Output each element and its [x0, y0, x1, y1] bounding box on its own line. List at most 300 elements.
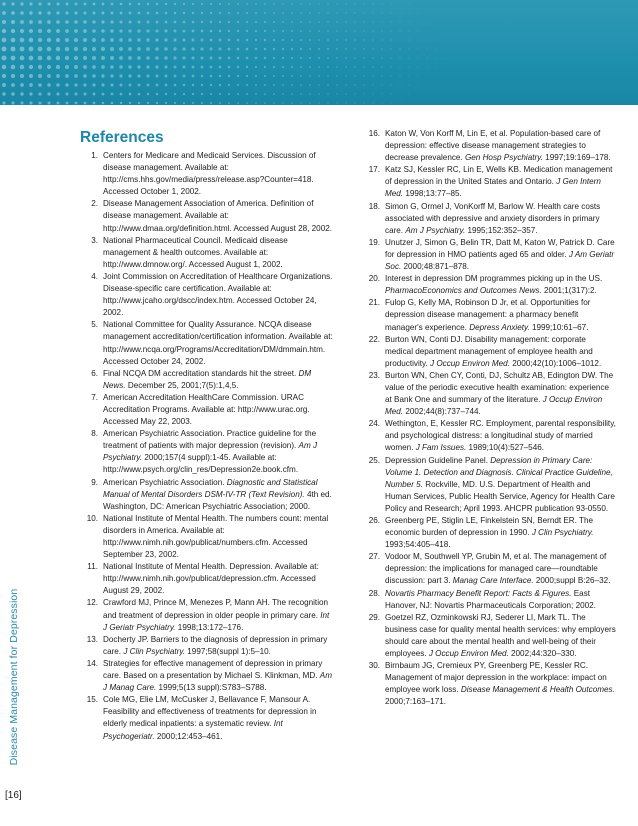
banner-dot — [29, 29, 33, 33]
banner-dot — [102, 3, 105, 6]
banner-dot — [336, 3, 337, 4]
banner-dot — [111, 12, 114, 15]
banner-dot — [291, 57, 293, 59]
banner-dot — [219, 84, 221, 86]
banner-dot — [228, 57, 231, 60]
banner-dot — [336, 21, 337, 22]
banner-dot — [309, 66, 311, 68]
banner-dot — [228, 12, 230, 14]
reference-source-italic: Int J Geriatr Psychiatry. — [103, 610, 330, 632]
banner-dot — [155, 29, 158, 32]
banner-dot — [210, 66, 213, 69]
banner-dot — [29, 56, 34, 61]
banner-dot — [120, 12, 123, 15]
page-number: [16] — [5, 790, 22, 801]
banner-dot — [237, 57, 240, 60]
banner-dot — [74, 11, 77, 14]
banner-dot — [436, 40, 437, 41]
reference-text-main: Final NCQA DM accreditation standards hit the street. — [103, 368, 299, 378]
banner-dot — [282, 102, 283, 103]
banner-dot — [165, 21, 168, 24]
reference-number: 21. — [368, 298, 380, 308]
banner-dot — [363, 48, 365, 50]
reference-text — [385, 335, 601, 368]
banner-dot — [228, 39, 231, 42]
banner-dot — [173, 38, 176, 41]
banner-dot — [399, 30, 400, 31]
banner-dot — [264, 39, 266, 41]
reference-number: 13. — [86, 634, 98, 644]
banner-dot — [65, 74, 69, 78]
banner-dot — [354, 75, 355, 76]
reference-number: 28. — [368, 588, 380, 598]
reference-text-tail: 1995;152:352–357. — [465, 225, 538, 235]
reference-source-italic: Gen Hosp Psychiatry. — [464, 153, 543, 163]
banner-dot — [138, 93, 141, 96]
reference-number: 4. — [91, 271, 98, 281]
banner-dot — [210, 21, 212, 23]
banner-dot — [264, 102, 266, 104]
banner-dot — [183, 84, 186, 87]
reference-number: 6. — [91, 368, 98, 378]
banner-dot — [255, 102, 257, 104]
banner-dot — [119, 47, 123, 51]
banner-dot — [381, 21, 382, 22]
banner-dot — [183, 102, 185, 104]
banner-dot — [255, 3, 257, 5]
banner-dot — [246, 39, 248, 41]
banner-dot — [418, 31, 419, 32]
reference-text-main: Greenberg PE, Stiglin LE, Finkelstein SN, Berndt ER. The economic burden of depression in 1990. — [385, 516, 594, 538]
banner-dot — [146, 65, 149, 68]
banner-dot — [192, 102, 194, 104]
reference-text-main: Wethington, E, Kessler RC. Employment, parental responsibility, and psychological distress: a longitudinal study of married women. — [385, 419, 616, 453]
banner-dot — [390, 57, 391, 58]
reference-text-main: Strategies for effective management of depression in primary care. Based on a presentation by Michael S. Klinkman, MD. — [103, 658, 323, 681]
banner-dot — [246, 48, 249, 51]
banner-dot — [436, 31, 437, 32]
banner-dot — [93, 93, 96, 96]
reference-number: 17. — [368, 165, 380, 175]
banner-dot — [83, 65, 87, 69]
banner-dot — [408, 57, 409, 58]
banner-dot — [38, 20, 42, 24]
reference-text — [103, 272, 332, 317]
reference-text-tail: 2000;48:871–878. — [401, 262, 470, 272]
reference-item — [358, 297, 616, 333]
banner-dot — [146, 56, 150, 60]
banner-dot — [255, 66, 257, 68]
reference-text — [103, 598, 329, 631]
banner-dot — [427, 49, 428, 50]
banner-dot — [219, 57, 222, 60]
banner-dot — [427, 22, 428, 23]
banner-dot — [29, 11, 32, 14]
banner-dot — [381, 30, 382, 31]
banner-dot — [201, 93, 203, 95]
banner-dot — [164, 65, 167, 68]
banner-dot — [345, 75, 346, 76]
banner-dot — [327, 30, 329, 32]
banner-dot — [300, 3, 301, 4]
banner-dot — [182, 47, 185, 50]
banner-dot — [300, 39, 302, 41]
banner-dot — [219, 66, 222, 69]
banner-dot — [47, 2, 50, 5]
banner-dot — [273, 57, 275, 59]
banner-dot — [111, 102, 114, 105]
banner-dot — [364, 4, 365, 5]
banner-dot — [2, 74, 6, 78]
banner-dot — [38, 83, 42, 87]
banner-dot — [373, 4, 374, 5]
reference-text-tail: 1989;10(4):527–546. — [466, 443, 545, 453]
reference-text-main: Centers for Medicare and Medicaid Services. Discussion of disease management. Available at: http://cms.hhs.gov/media/press/release.asp?Counter=418. Accessed October 1, 2002. — [103, 151, 316, 197]
banner-dot — [147, 3, 149, 5]
banner-dot — [191, 47, 194, 50]
banner-dot — [56, 56, 60, 60]
reference-text — [385, 419, 616, 452]
banner-dot — [74, 47, 78, 51]
banner-dot — [74, 92, 77, 95]
banner-dot — [391, 85, 392, 86]
reference-source-italic: J Fam Issues. — [415, 443, 467, 453]
banner-dot — [318, 48, 320, 50]
reference-text-main: Disease Management Association of America. Definition of disease management. Available at: http://www.dmaa.org/definition.html. Accessed August 28, 2002. — [103, 199, 332, 233]
reference-text-tail: 2000;suppl B:26–32. — [533, 576, 611, 586]
banner-dot — [264, 48, 267, 51]
banner-dot — [327, 48, 329, 50]
reference-text-tail: 2002;44:320–330. — [508, 649, 577, 659]
banner-dot — [300, 84, 302, 86]
banner-dot — [381, 57, 382, 58]
banner-dot — [47, 56, 52, 61]
banner-dot — [156, 21, 159, 24]
banner-dot — [354, 102, 355, 103]
banner-dot — [74, 38, 78, 42]
reference-item — [76, 319, 334, 367]
reference-item — [76, 271, 334, 319]
reference-item — [76, 477, 334, 513]
banner-dot — [119, 20, 122, 23]
banner-dot — [309, 84, 311, 86]
banner-dot — [2, 83, 6, 87]
banner-dot — [201, 75, 204, 78]
banner-dot — [354, 3, 355, 4]
banner-dot — [65, 11, 68, 14]
banner-dot — [363, 93, 364, 94]
reference-item — [358, 515, 616, 551]
banner-dot — [146, 74, 149, 77]
reference-text-main: Simon G, Ormel J, VonKorff M, Barlow W. Health care costs associated with depressive and anxiety disorders in primary care. — [385, 201, 601, 235]
reference-text-tail: 1997;19:169–178. — [542, 153, 611, 163]
banner-dot — [363, 30, 364, 31]
banner-dot — [273, 93, 275, 95]
banner-dot — [246, 12, 248, 14]
banner-dot — [264, 21, 266, 23]
banner-dot — [264, 93, 266, 95]
banner-dot — [83, 56, 87, 60]
banner-dot — [128, 65, 131, 68]
banner-dot — [129, 84, 132, 87]
reference-source-italic: Am J Psychiatry. — [405, 225, 466, 235]
banner-dot — [119, 65, 123, 69]
banner-dot — [147, 93, 150, 96]
banner-dot — [146, 47, 150, 51]
banner-dot — [29, 83, 33, 87]
reference-text — [385, 202, 600, 235]
banner-dot — [83, 47, 87, 51]
banner-dot — [183, 75, 186, 78]
banner-dot — [318, 57, 320, 59]
banner-dot — [237, 21, 239, 23]
banner-dot — [300, 66, 302, 68]
banner-dot — [128, 74, 131, 77]
banner-dot — [65, 47, 69, 51]
reference-number: 15. — [86, 695, 98, 705]
banner-dot — [327, 12, 328, 13]
banner-dot — [29, 47, 34, 52]
banner-dot — [38, 65, 42, 69]
banner-dot — [120, 84, 123, 87]
banner-dot — [20, 65, 24, 69]
banner-dot — [20, 56, 25, 61]
reference-text — [385, 589, 596, 610]
banner-dot — [201, 3, 203, 5]
banner-dot — [210, 39, 213, 42]
banner-dot — [408, 48, 409, 49]
banner-dot — [2, 92, 6, 96]
banner-dot — [101, 56, 105, 60]
banner-dot — [183, 30, 186, 33]
reference-number: 23. — [368, 370, 380, 380]
banner-dot — [83, 11, 86, 14]
banner-dot — [354, 12, 355, 13]
banner-dot — [219, 12, 221, 14]
reference-item — [358, 164, 616, 200]
banner-dot — [399, 57, 400, 58]
reference-number: 9. — [91, 477, 98, 487]
banner-dot — [264, 84, 266, 86]
banner-dot — [83, 20, 86, 23]
banner-dot — [20, 92, 23, 95]
reference-text-main: American Psychiatric Association. Practice guideline for the treatment of patients with major depression (revision). — [103, 429, 317, 451]
reference-number: 14. — [86, 658, 98, 668]
banner-dot — [291, 93, 293, 95]
reference-item — [76, 428, 334, 476]
banner-dot — [345, 93, 346, 94]
banner-dot — [345, 21, 346, 22]
banner-dot — [56, 29, 60, 33]
dot-pattern-decoration — [0, 0, 638, 105]
banner-dot — [381, 84, 382, 85]
banner-dot — [210, 84, 212, 86]
banner-dot — [363, 57, 364, 58]
banner-dot — [264, 3, 266, 5]
reference-item — [76, 513, 334, 561]
banner-dot — [400, 103, 401, 104]
reference-item — [358, 551, 616, 587]
banner-dot — [20, 38, 25, 43]
banner-dot — [228, 3, 230, 5]
banner-dot — [381, 66, 382, 67]
banner-dot — [165, 102, 167, 104]
banner-dot — [138, 3, 140, 5]
banner-dot — [183, 93, 185, 95]
banner-dot — [138, 102, 140, 104]
reference-text — [385, 613, 616, 658]
banner-dot — [83, 38, 87, 42]
banner-dot — [381, 39, 382, 40]
banner-dot — [409, 13, 410, 14]
reference-source-italic: J Gen Intern Med. — [385, 177, 601, 199]
banner-dot — [327, 39, 329, 41]
banner-dot — [137, 47, 141, 51]
banner-dot — [200, 47, 203, 50]
banner-dot — [246, 57, 249, 60]
banner-dot — [101, 29, 105, 33]
banner-dot — [255, 84, 257, 86]
reference-source-italic: J Occup Environ Med. — [428, 649, 509, 659]
banner-dot — [20, 20, 24, 24]
banner-dot — [418, 67, 419, 68]
banner-dot — [354, 39, 356, 41]
banner-dot — [192, 39, 195, 42]
banner-dot — [128, 38, 132, 42]
banner-dot — [48, 102, 51, 105]
reference-source-italic: Am J Psychiatry. — [103, 441, 318, 463]
banner-dot — [65, 65, 69, 69]
banner-dot — [2, 56, 7, 61]
banner-dot — [354, 93, 355, 94]
banner-dot — [237, 3, 239, 5]
banner-dot — [336, 66, 338, 68]
banner-dot — [137, 56, 141, 60]
banner-dot — [137, 38, 140, 41]
banner-dot — [38, 47, 43, 52]
banner-dot — [327, 93, 328, 94]
banner-dot — [164, 56, 167, 59]
reference-source-italic: Disease Management & Health Outcomes. — [460, 685, 615, 695]
banner-dot — [174, 102, 176, 104]
reference-text-main: National Institute of Mental Health. The numbers count: mental disorders in America. Available at: http://www.nimh.nih.gov/publicat/numbers.cfm. Accessed September 23, 2002. — [103, 513, 329, 560]
reference-text-tail: 1999;10:61–67. — [529, 322, 589, 332]
banner-dot — [409, 76, 410, 77]
reference-text-main: Katon W, Von Korff M, Lin E, et al. Population-based care of depression: effective disease management strategies to decrease prevalence. — [385, 129, 601, 163]
reference-source-italic: J Occup Environ Med. — [430, 358, 510, 368]
banner-dot — [273, 12, 275, 14]
banner-dot — [209, 47, 212, 50]
banner-dot — [20, 74, 24, 78]
banner-dot — [92, 29, 96, 33]
banner-dot — [128, 29, 131, 32]
banner-dot — [309, 48, 311, 50]
reference-text — [385, 456, 615, 513]
banner-dot — [129, 3, 132, 6]
banner-dot — [336, 39, 338, 41]
banner-dot — [210, 93, 212, 95]
reference-number: 5. — [91, 320, 98, 330]
banner-dot — [75, 102, 78, 105]
banner-dot — [273, 30, 275, 32]
banner-dot — [128, 56, 132, 60]
banner-dot — [11, 29, 15, 33]
banner-dot — [11, 74, 15, 78]
banner-dot — [137, 29, 140, 32]
reference-text-main: Joint Commission on Accreditation of Healthcare Organizations. Disease-specific care certification. Available at: http://www.jcaho.org/dscc/index.htm. Accessed October 24, 2002. — [103, 271, 333, 318]
reference-text-tail: 2000;7:163–171. — [385, 697, 446, 707]
banner-dot — [219, 30, 222, 33]
banner-dot — [309, 39, 311, 41]
reference-text — [103, 635, 327, 656]
banner-dot — [20, 47, 25, 52]
banner-dot — [372, 75, 373, 76]
banner-dot — [300, 93, 302, 95]
banner-dot — [156, 12, 159, 15]
banner-dot — [2, 20, 6, 24]
banner-dot — [29, 101, 32, 104]
banner-dot — [57, 102, 60, 105]
banner-dot — [173, 65, 176, 68]
banner-dot — [309, 12, 310, 13]
reference-text-main: Fulop G, Kelly MA, Robinson D Jr, et al. Opportunities for depression disease management: a pharmacy benefit manager's experience. — [385, 298, 591, 332]
banner-dot — [327, 66, 329, 68]
reference-number: 24. — [368, 419, 380, 429]
banner-dot — [228, 102, 230, 104]
reference-number: 7. — [91, 392, 98, 402]
banner-dot — [219, 3, 221, 5]
banner-dot — [300, 12, 302, 14]
banner-dot — [11, 56, 16, 61]
reference-item — [358, 128, 616, 164]
reference-text — [385, 552, 610, 585]
reference-source-italic: Depression in Primary Care: Volume 1. Detection and Diagnosis. Clinical Practice Guideline, Number 5. — [385, 455, 613, 489]
banner-dot — [39, 102, 42, 105]
banner-dot — [345, 66, 347, 68]
banner-dot — [237, 66, 240, 69]
banner-dot — [237, 93, 239, 95]
reference-text-tail: 1999;5(13 suppl):S783–S788. — [156, 683, 267, 693]
reference-item — [358, 334, 616, 370]
banner-dot — [192, 93, 194, 95]
reference-text-tail: 2001;1(317):2. — [541, 286, 597, 296]
banner-dot — [390, 30, 391, 31]
banner-dot — [408, 39, 409, 40]
banner-dot — [174, 93, 176, 95]
banner-dot — [345, 30, 346, 31]
banner-dot — [119, 56, 123, 60]
reference-item — [76, 694, 334, 742]
reference-text-main: Vodoor M, Southwell YP, Grubin M, et al. The management of depression: the implications for managed care—roundtable discussion: part 3. — [385, 552, 607, 586]
banner-dot — [84, 93, 87, 96]
reference-text-main: National Institute of Mental Health. Depression. Available at: http://www.nimh.nih.gov/publicat/depression.cfm. Accessed August 29, 2002. — [103, 562, 319, 596]
banner-dot — [372, 39, 373, 40]
banner-dot — [11, 11, 15, 15]
banner-dot — [66, 3, 69, 6]
reference-text-main: Unutzer J, Simon G, Belin TR, Datt M, Katon W, Patrick D. Care for depression in HMO patients aged 65 and older. — [385, 237, 615, 259]
banner-dot — [282, 93, 284, 95]
banner-dot — [291, 12, 293, 14]
banner-dot — [173, 56, 176, 59]
reference-text — [385, 274, 602, 295]
banner-dot — [255, 48, 258, 51]
banner-dot — [56, 38, 60, 42]
banner-dot — [210, 30, 213, 33]
reference-text-main: Goetzel RZ, Ozminkowski RJ, Sederer LI, Mark TL. The business case for quality mental health services: why employers should care about the mental health and well-being of their employees. — [385, 612, 616, 659]
banner-dot — [201, 39, 204, 42]
reference-number: 20. — [368, 274, 380, 284]
reference-text — [103, 514, 328, 559]
